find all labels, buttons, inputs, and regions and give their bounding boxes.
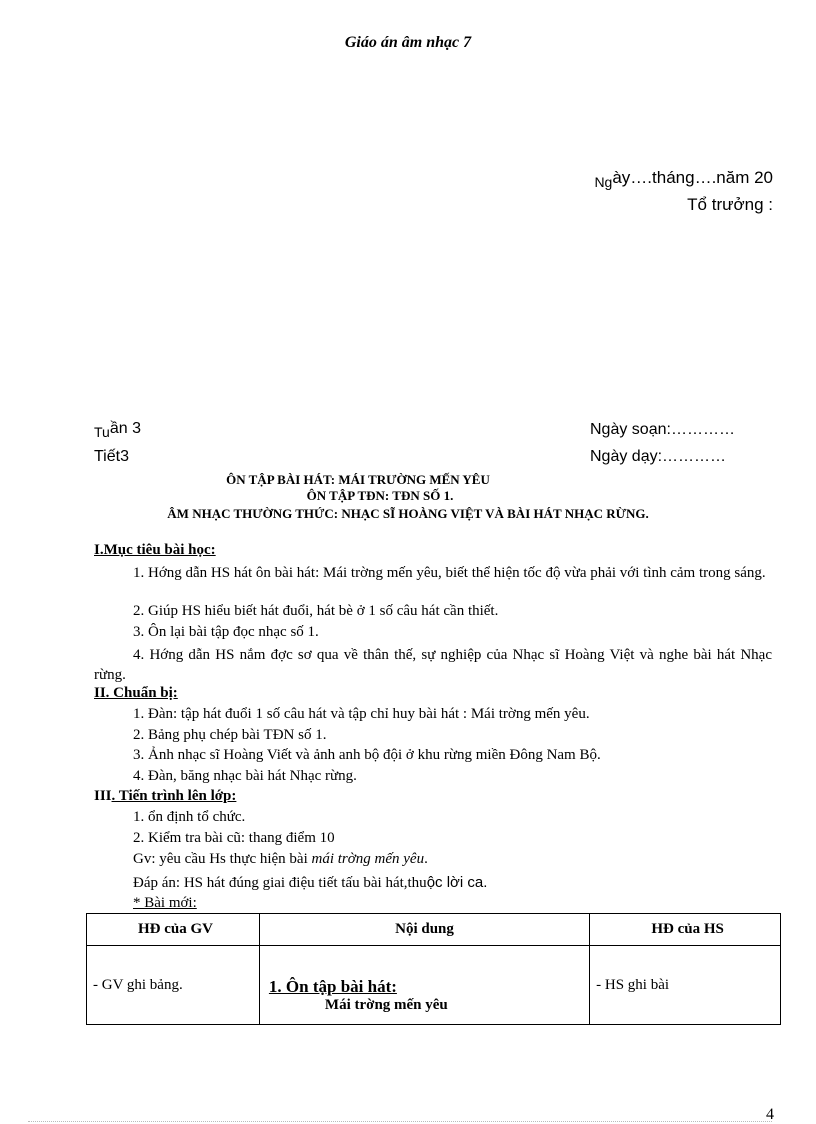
section-3-heading: III. Tiến trình lên lớp: [94, 788, 237, 804]
footer-divider [28, 1121, 772, 1122]
table-row [87, 946, 781, 1025]
week-label: Tuần 3 [94, 420, 141, 440]
column-header-student: HĐ của HS [590, 914, 781, 946]
title-line-2: ÔN TẬP TĐN: TĐN SỐ 1. [306, 488, 454, 503]
prepared-date: Ngày soạn:………… [590, 421, 735, 438]
page-header: Giáo án âm nhạc 7 [344, 34, 472, 51]
section-2-item-2: 2. Bảng phụ chép bài TĐN số 1. [133, 727, 327, 743]
section-3-answer: Đáp án: HS hát đúng giai điệu tiết tấu bài hát,thuộc lời ca. [133, 874, 488, 891]
table-header-row [87, 914, 781, 946]
section-1-item-2: 2. Giúp HS hiểu biết hát đuổi, hát bè ở 1 số câu hát cần thiết. [133, 603, 499, 619]
taught-date: Ngày dạy:………… [590, 448, 727, 465]
section-3-gv-request: Gv: yêu cầu Hs thực hiện bài mái trờng mến yêu. [133, 851, 428, 867]
new-lesson-label: * Bài mới: [133, 895, 197, 911]
section-1-item-3: 3. Ôn lại bài tập đọc nhạc số 1. [133, 624, 319, 640]
teacher-activity-cell: - GV ghi bảng. [87, 946, 260, 1025]
content-cell [259, 946, 589, 1025]
section-1-item-4: 4. Hớng dẫn HS nắm đợc sơ qua về thân thế, sự nghiệp của Nhạc sĩ Hoàng Việt và nghe bài hát Nhạc rừng. [94, 647, 772, 683]
approval-signer: Tổ trưởng : [687, 195, 773, 214]
section-1-heading: I.Mục tiêu bài học: [94, 542, 216, 558]
section-3-item-1: 1. ổn định tổ chức. [133, 809, 246, 825]
content-song: Mái trờng mến yêu [324, 996, 448, 1013]
section-2-item-1: 1. Đàn: tập hát đuổi 1 số câu hát và tập chỉ huy bài hát : Mái trờng mến yêu. [133, 706, 590, 722]
section-3-item-2: 2. Kiểm tra bài cũ: thang điểm 10 [133, 830, 335, 846]
section-2-item-3: 3. Ảnh nhạc sĩ Hoàng Viết và ảnh anh bộ đội ở khu rừng miền Đông Nam Bộ. [133, 747, 601, 763]
section-2-item-4: 4. Đàn, băng nhạc bài hát Nhạc rừng. [133, 768, 357, 784]
lesson-plan-table [86, 913, 781, 1025]
section-1-item-1: 1. Hớng dẫn HS hát ôn bài hát: Mái trờng mến yêu, biết thể hiện tốc độ vừa phải với tình cảm trong sáng. [133, 565, 766, 581]
column-header-teacher: HĐ của GV [87, 914, 260, 946]
column-header-content: Nội dung [259, 914, 589, 946]
section-2-heading: II. Chuẩn bị: [94, 685, 178, 701]
content-title: 1. Ôn tập bài hát: [268, 976, 397, 996]
title-line-1: ÔN TẬP BÀI HÁT: MÁI TRƯỜNG MẾN YÊU [226, 472, 490, 487]
student-activity-cell: - HS ghi bài [590, 946, 781, 1025]
period-label: Tiết3 [94, 448, 129, 465]
approval-date: $_{Ng}$ày….tháng….năm 20 [594, 168, 773, 190]
title-line-3: ÂM NHẠC THƯỜNG THỨC: NHẠC SĨ HOÀNG VIỆT VÀ BÀI HÁT NHẠC RỪNG. [167, 506, 649, 521]
page-number: 4 [766, 1106, 774, 1123]
